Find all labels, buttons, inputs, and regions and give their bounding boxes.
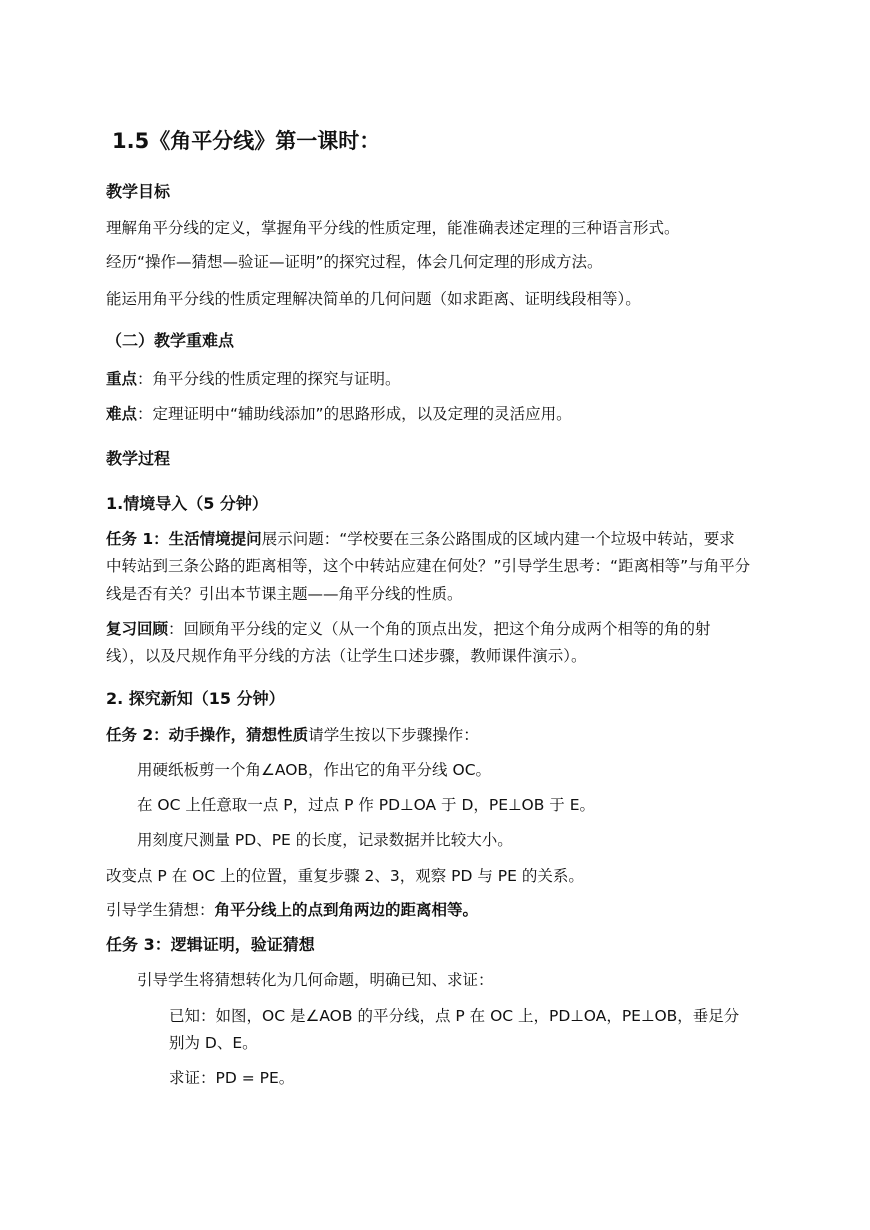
task-1-line-1 — [106, 528, 735, 550]
task-1-line-3: 线是否有关？引出本节课主题——角平分线的性质。 — [106, 585, 463, 603]
section-1-heading: 1.情境导入（5 分钟） — [106, 494, 268, 513]
review-label: 复习回顾 — [106, 620, 169, 638]
hard-point-label: 难点 — [106, 405, 138, 423]
page-title: 1.5《角平分线》第一课时： — [112, 129, 381, 153]
prove-statement: 求证：PD = PE。 — [169, 1069, 295, 1087]
guess-conclusion: 角平分线上的点到角两边的距离相等。 — [214, 901, 479, 919]
goal-item-1: 理解角平分线的定义，掌握角平分线的性质定理，能准确表述定理的三种语言形式。 — [106, 219, 680, 237]
goal-item-3: 能运用角平分线的性质定理解决简单的几何问题（如求距离、证明线段相等）。 — [106, 290, 641, 308]
task-1-label: 任务 1：生活情境提问 — [106, 530, 262, 548]
known-line-2: 别为 D、E。 — [169, 1034, 258, 1052]
hard-point-text: ：定理证明中“辅助线添加”的思路形成，以及定理的灵活应用。 — [137, 405, 572, 423]
section-2-heading: 2. 探究新知（15 分钟） — [106, 689, 285, 708]
step-2: 在 OC 上任意取一点 P，过点 P 作 PD⊥OA 于 D，PE⊥OB 于 E。 — [137, 796, 596, 814]
task-2 — [106, 724, 479, 746]
task-1-text: 展示问题：“学校要在三条公路围成的区域内建一个垃圾中转站，要求 — [261, 530, 735, 548]
task-2-label: 任务 2：动手操作，猜想性质 — [106, 726, 309, 744]
known-line-1: 已知：如图，OC 是∠AOB 的平分线，点 P 在 OC 上，PD⊥OA，PE⊥OB，垂足分 — [169, 1007, 740, 1025]
goals-heading: 教学目标 — [106, 182, 171, 201]
key-point-label: 重点 — [106, 370, 138, 388]
process-heading: 教学过程 — [106, 449, 171, 468]
task-1-line-2: 中转站到三条公路的距离相等，这个中转站应建在何处？”引导学生思考：“距离相等”与角平分 — [106, 557, 751, 575]
task-3-label: 任务 3：逻辑证明，验证猜想 — [106, 935, 315, 954]
hard-point — [106, 403, 572, 425]
guess — [106, 899, 478, 921]
task-3-intro: 引导学生将猜想转化为几何命题，明确已知、求证： — [137, 971, 494, 989]
step-3: 用刻度尺测量 PD、PE 的长度，记录数据并比较大小。 — [137, 831, 513, 849]
review-line-1 — [106, 618, 711, 640]
difficulty-heading: （二）教学重难点 — [106, 331, 235, 350]
guess-prefix: 引导学生猜想： — [106, 901, 215, 919]
step-4: 改变点 P 在 OC 上的位置，重复步骤 2、3，观察 PD 与 PE 的关系。 — [106, 867, 584, 885]
goal-item-2: 经历“操作—猜想—验证—证明”的探究过程，体会几何定理的形成方法。 — [106, 253, 603, 271]
step-1: 用硬纸板剪一个角∠AOB，作出它的角平分线 OC。 — [137, 761, 492, 779]
task-2-text: 请学生按以下步骤操作： — [308, 726, 479, 744]
review-text: ：回顾角平分线的定义（从一个角的顶点出发，把这个角分成两个相等的角的射 — [168, 620, 711, 638]
key-point — [106, 368, 401, 390]
key-point-text: ：角平分线的性质定理的探究与证明。 — [137, 370, 401, 388]
review-line-2: 线），以及尺规作角平分线的方法（让学生口述步骤，教师课件演示）。 — [106, 647, 587, 665]
